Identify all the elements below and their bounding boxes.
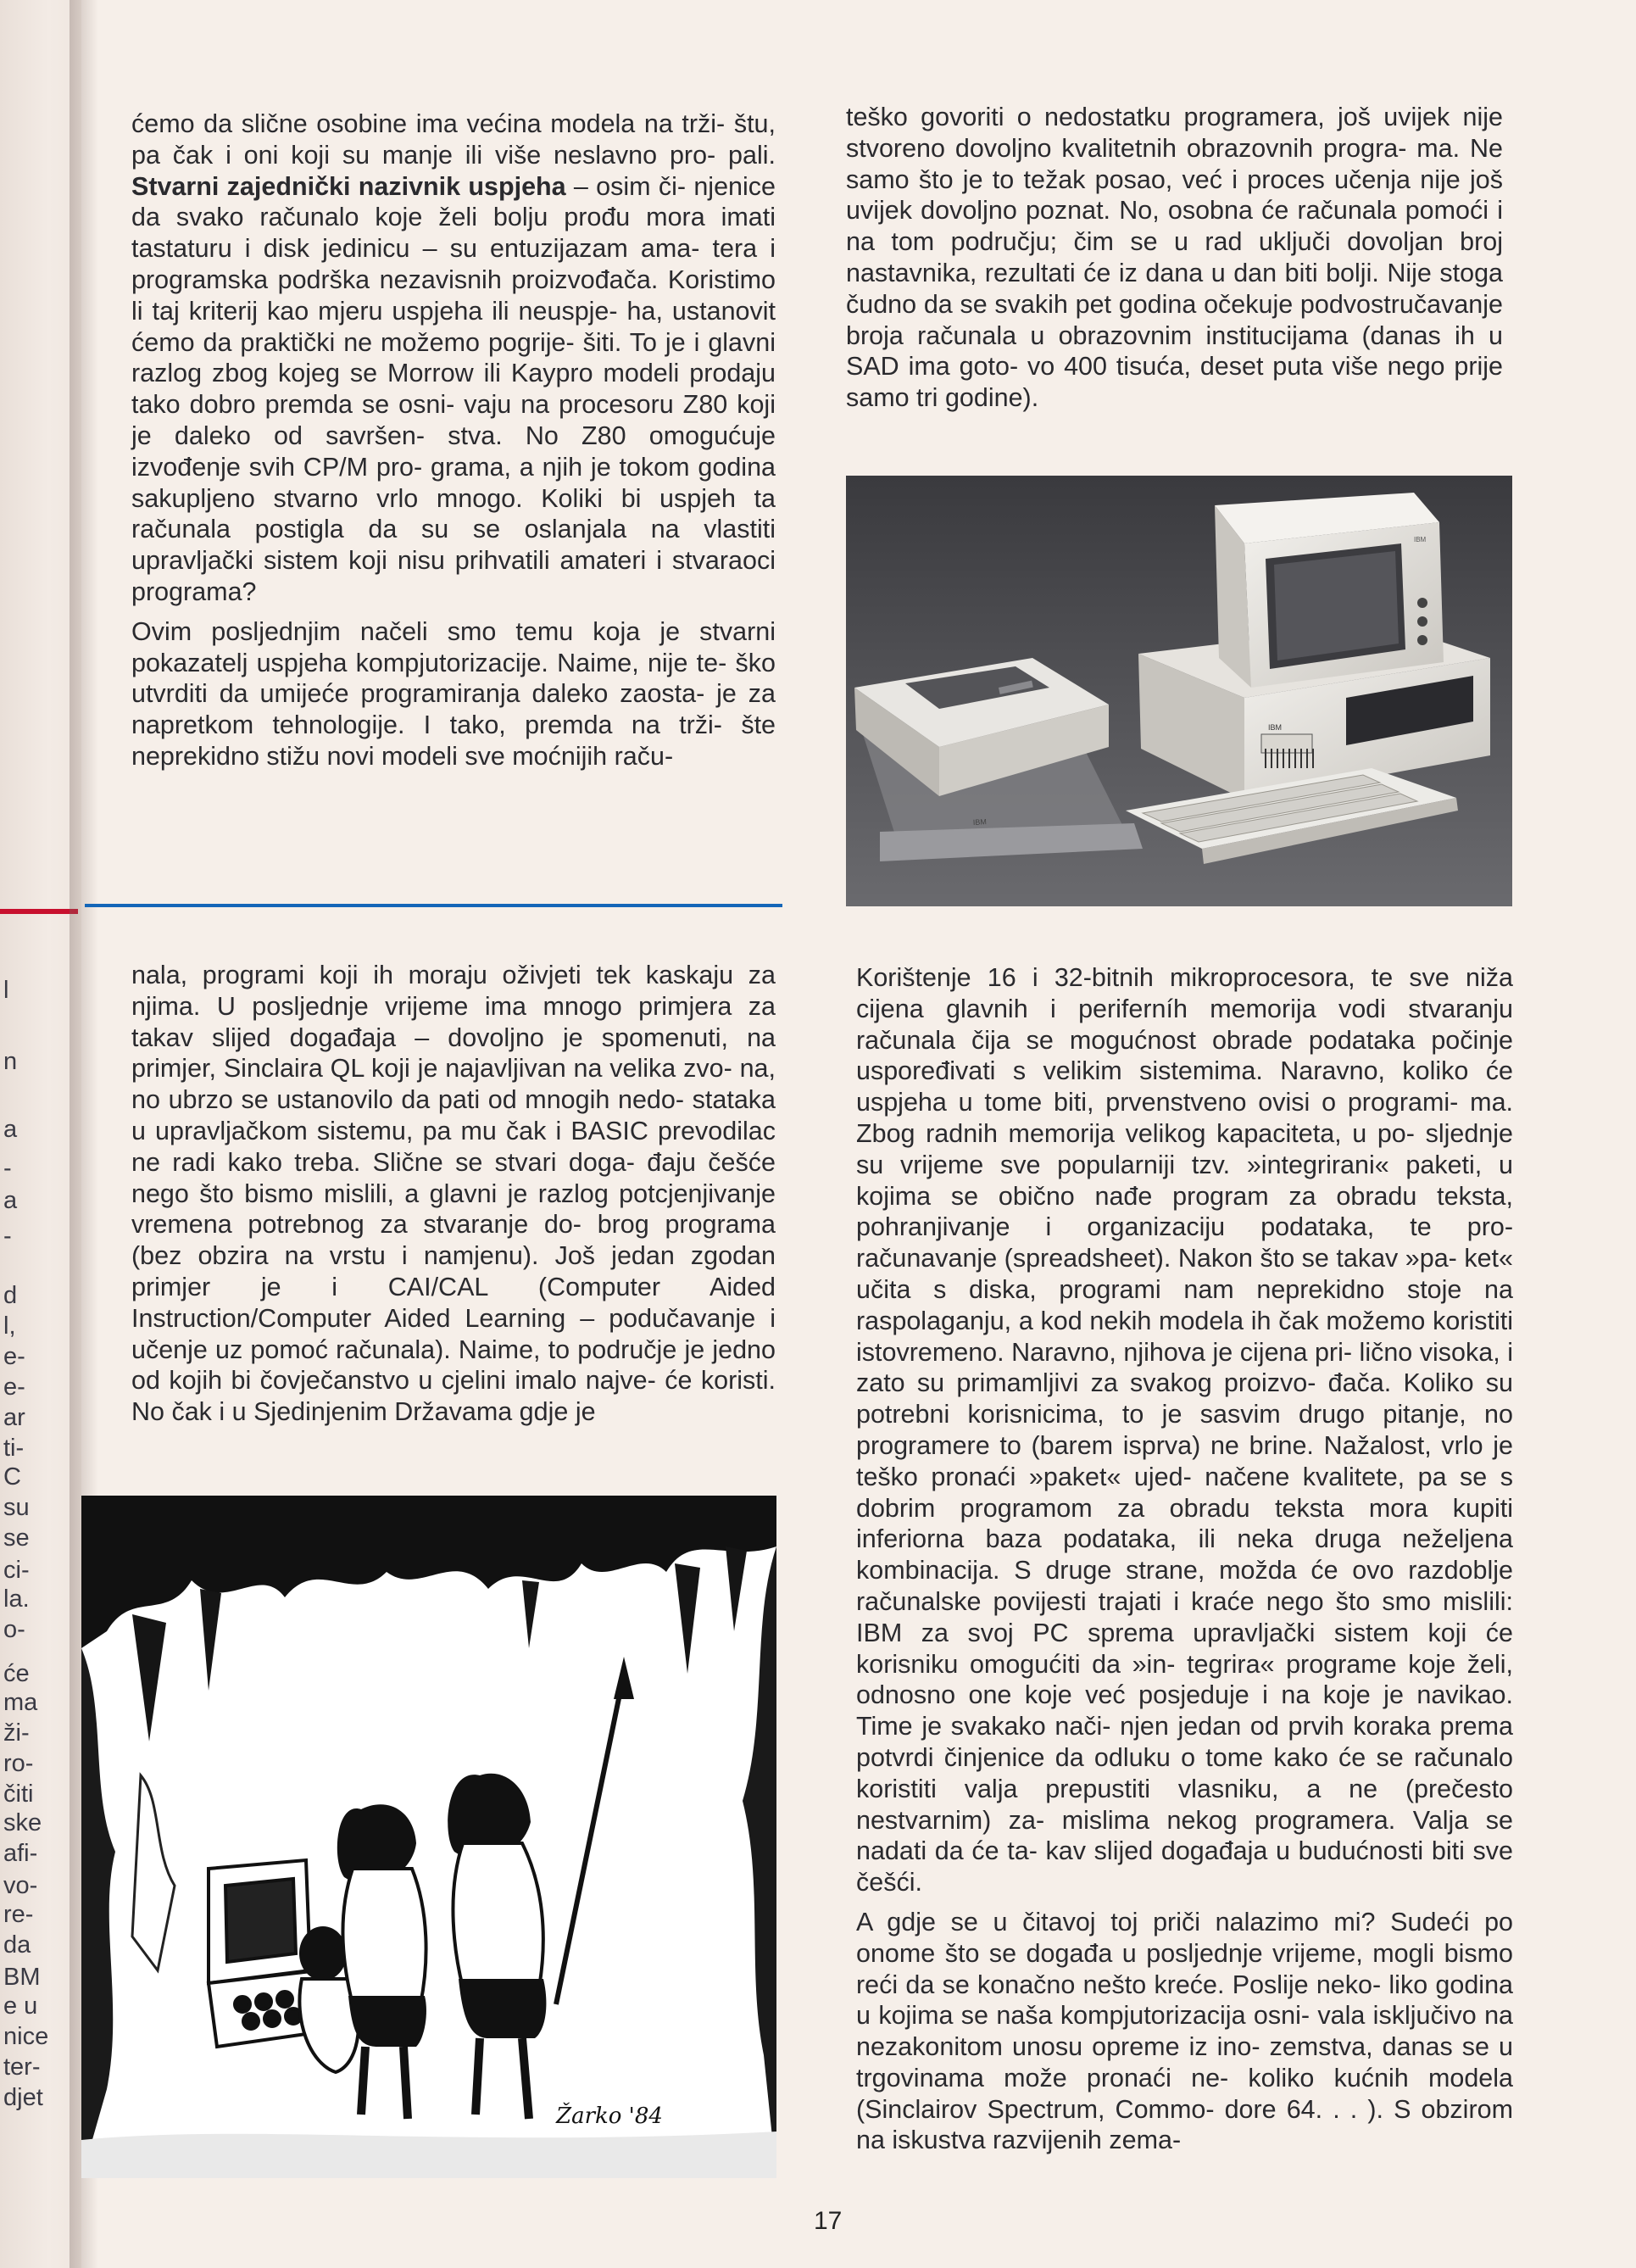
text-line: u dan biti bolji. Nije stoga čudno da se svakih pet <box>846 258 1503 319</box>
margin-fragment: re- <box>3 1901 34 1928</box>
text-line: stataka u upravljačkom sistemu, pa mu čak i BASIC <box>131 1085 776 1145</box>
text-line: vala isključivo na nezakonitom unosu opreme iz ino- <box>856 2001 1513 2062</box>
paragraph-1 <box>846 102 1503 414</box>
margin-fragment: će <box>3 1660 30 1687</box>
text-line: – osim či- <box>565 171 687 201</box>
margin-fragment: ži- <box>3 1719 30 1747</box>
text-line: računavanje (spreadsheet). Nakon što se takav »pa- <box>856 1244 1457 1273</box>
text-line: cijena glavnih i periferníh memorija vodi stvaranju <box>856 994 1513 1023</box>
text-line: su se oslanjala na vlastiti upravljački sistem koji <box>131 515 776 576</box>
text-line: i učenje uz pomoć računala). Naime, to područje je <box>131 1303 776 1364</box>
text-line: tera i programska podrška nezavisnih proizvođača. <box>131 234 776 294</box>
paragraph-2 <box>856 1907 1513 2156</box>
margin-fragment: ci- <box>3 1557 30 1584</box>
text-line: potcjenjivanje vremena potrebnog za stvaranje do- <box>131 1179 776 1240</box>
text-line: ma. Zbog radnih memorija velikog kapaciteta, u po- <box>856 1088 1513 1148</box>
gutter-red-rule <box>0 909 78 914</box>
text-line: prepustiti vlasniku, a ne (prečesto nestvarnim) za- <box>856 1774 1513 1835</box>
text-line: da odluku o tome kako će se računalo koristiti valja <box>856 1742 1513 1803</box>
text-line: nije stvoreno dovoljno kvalitetnih obrazovnih progra- <box>846 103 1503 163</box>
text-line: Ovim posljednjim načeli smo temu koja je stvarni <box>131 616 776 646</box>
margin-fragment: se <box>3 1524 30 1552</box>
text-line: šte neprekidno stižu novi modeli sve moćnijih raču- <box>131 710 776 771</box>
text-line: ket« učita s diska, programi nam neprekidno stoje <box>856 1244 1513 1304</box>
text-line: na, no ubrzo se ustanovilo da pati od mnogih nedo- <box>131 1054 776 1115</box>
text-line: njima. U posljednje vrijeme ima mnogo primjera za <box>131 991 776 1021</box>
text-line: takav slijed događaja – dovoljno je spomenuti, na <box>131 1023 776 1052</box>
text-line: brine. Nažalost, vrlo je teško pronaći »paket« ujed- <box>856 1430 1513 1491</box>
text-line: A gdje se u čitavoj toj priči nalazimo mi? Sudeći po <box>856 1907 1513 1936</box>
text-line: Korištenje 16 i 32-bitnih mikroprocesora, te sve niža <box>856 963 1513 992</box>
text-line: načene kvalitete, pa se s dobrim programom za <box>856 1462 1513 1523</box>
text-line: mislima nekog programera. Valja se nadati da će ta- <box>856 1805 1513 1866</box>
text-line: na raspolaganju, a kod nekih modela ih čak možemo <box>856 1274 1513 1335</box>
text-line: koliko kućnih modela (Sinclairov Spectrum, Commo- <box>856 2063 1514 2124</box>
text-line: đača. Koliko su potrebni korisnicima, to je sasvim <box>856 1368 1513 1429</box>
text-line: brog programa (bez obzira na vrstu i namjenu). Još <box>131 1210 776 1271</box>
article-column-bottom-right <box>856 962 1513 2165</box>
margin-fragment: a <box>3 1187 18 1214</box>
text-line: učenja nije još uvijek dovoljno poznat. No, osobna <box>846 164 1504 226</box>
printer-stand-logo: IBM <box>972 817 988 827</box>
text-line: štu, pa čak i oni koji su manje ili više neslavno pro- <box>131 109 776 170</box>
text-line: je za napretkom tehnologije. I tako, premda na trži- <box>131 679 776 740</box>
margin-fragment: ma <box>3 1689 38 1716</box>
margin-fragment: su <box>3 1494 30 1521</box>
text-line: liko godina u kojima se naša kompjutorizacija osni- <box>856 1970 1513 2031</box>
margin-fragment: nice <box>3 2023 49 2050</box>
margin-fragment: - <box>3 1155 12 1182</box>
text-line: obrazovnim institucijama (danas ih u SAD ima goto- <box>846 320 1503 382</box>
text-line: dore 64. . . ). S obzirom na iskustva razvijenih zema- <box>856 2094 1513 2155</box>
article-column-top-right <box>846 102 1503 422</box>
text-line: zemstva, danas se u trgovinama može pronaći ne- <box>856 2032 1513 2092</box>
text-line: ili neka druga neželjena kombinacija. S druge strane, <box>856 1524 1513 1585</box>
ibm-pc-photo <box>846 476 1512 906</box>
text-line: godina očekuje podvostručavanje broja računala u <box>846 289 1503 350</box>
margin-fragment: BM <box>3 1964 41 1991</box>
text-line: uspoređivati s velikim sistemima. Naravno, koliko će <box>856 1056 1513 1086</box>
text-line: primjer, Sinclaira QL koji je najavljivan na velika zvo- <box>131 1054 732 1084</box>
text-line: sljednje su vrijeme sve popularniji tzv. »integrirani« <box>856 1118 1513 1179</box>
margin-fragment: o- <box>3 1616 25 1643</box>
paragraph-1 <box>131 960 776 1428</box>
paragraph-1 <box>131 109 776 608</box>
text-line: vo 400 tisuća, deset puta više nego prije samo tri <box>846 352 1503 413</box>
margin-fragment: da <box>3 1931 31 1959</box>
paragraph-1 <box>856 962 1513 1898</box>
text-line: pali. <box>728 140 776 170</box>
emphasis-text: Stvarni zajednički nazivnik uspjeha <box>131 171 566 201</box>
margin-fragment: l <box>3 977 9 1004</box>
text-line: njenice da svako računalo koje želi bolju prođu mora <box>131 171 776 232</box>
text-line: teško govoriti o nedostatku programera, još uvijek <box>846 103 1450 131</box>
margin-fragment: la. <box>3 1585 30 1613</box>
text-line: posjeduje i na koje je navikao. Time je svakako nači- <box>856 1680 1513 1741</box>
margin-fragment: l, <box>3 1312 16 1340</box>
margin-fragment: ske <box>3 1809 42 1836</box>
text-line: Koristimo li taj kriterij kao mjeru uspjeha ili neuspje- <box>131 265 776 326</box>
text-line: upravljački sistem koji će korisniku omogućiti da »in- <box>856 1618 1513 1679</box>
text-line: prevodilac ne radi kako treba. Slične se stvari doga- <box>131 1116 776 1177</box>
text-line: će računala pomoći i na tom području; čim se u rad <box>846 196 1503 257</box>
margin-fragment: ar <box>3 1404 25 1431</box>
article-column-bottom-left <box>131 960 776 1436</box>
text-line: tegrira« programe koje želi, odnosno one koje već <box>856 1649 1514 1710</box>
text-line: đaju češće nego što bismo mislili, a glavni je razlog <box>131 1147 776 1208</box>
margin-fragment: djet <box>3 2084 43 2111</box>
margin-fragment: e- <box>3 1343 25 1370</box>
monitor-logo: IBM <box>1414 536 1427 543</box>
text-line: vaju na procesoru Z80 koji je daleko od savršen- <box>131 390 776 450</box>
margin-fragment: vo- <box>3 1872 38 1899</box>
margin-fragment: C <box>3 1463 21 1491</box>
system-unit-logo: IBM <box>1268 723 1283 732</box>
text-line: uspjeha u tome biti, prvenstveno ovisi o programi- <box>856 1088 1459 1117</box>
text-line: nala, programi koji ih moraju oživjeti tek kaskaju za <box>131 961 776 989</box>
cartoon-caveman-left <box>337 1804 426 2119</box>
text-line: jedan zgodan primjer je i CAI/CAL (Computer Aided <box>131 1241 776 1301</box>
text-line: nisu prihvatili amateri i stvaraoci programa? <box>131 546 776 606</box>
text-line: paketi, u kojima se obično nađe program za obradu <box>856 1150 1513 1211</box>
margin-fragment: ro- <box>3 1750 34 1777</box>
cartoon-caveman-right <box>448 1657 634 2119</box>
text-line: uključi dovoljan broj nastavnika, rezultati će iz dana <box>846 227 1503 287</box>
text-line: kraće nego što smo mislili: IBM za svoj PC sprema <box>856 1586 1513 1647</box>
article-column-top-left <box>131 109 776 781</box>
monitor <box>1215 493 1444 688</box>
text-line: jedno od kojih bi čovječanstvo u cjelini imalo najve- <box>131 1335 776 1396</box>
text-line: možda će ovo razdoblje računalske povijesti trajati i <box>856 1556 1513 1616</box>
section-divider <box>85 904 782 907</box>
text-line: obradu teksta mora kupiti inferiorna baza podataka, <box>856 1493 1513 1554</box>
text-line: vrlo mnogo. Koliki bi uspjeh ta računala postigla da <box>131 483 776 544</box>
page-number: 17 <box>814 2207 843 2235</box>
text-line: bismo reći da se konačno nešto kreće. Poslije neko- <box>856 1938 1513 1999</box>
text-line: onome što se događa u posljednje vrijeme, mogli <box>856 1938 1435 1968</box>
margin-fragment: a <box>3 1116 18 1143</box>
margin-fragment: - <box>3 1223 12 1250</box>
text-line: stva. No Z80 omogućuje izvođenje svih CP/M pro- <box>131 421 776 482</box>
text-line: ha, ustanovit ćemo da praktički ne možemo pogrije- <box>131 296 776 357</box>
text-line: lično visoka, i zato su primamljivi za svakog proizvo- <box>856 1337 1513 1398</box>
margin-fragment: e u <box>3 1992 38 2020</box>
text-line: ćemo da slične osobine ima većina modela na trži- <box>131 109 726 138</box>
margin-fragment: n <box>3 1048 18 1075</box>
paragraph-2 <box>131 616 776 772</box>
cartoon-signature: Žarko '84 <box>556 2104 663 2129</box>
margin-fragment: d <box>3 1282 18 1309</box>
text-line: teksta, pohranjivanje i organizaciju podataka, te pro- <box>856 1181 1513 1242</box>
text-line: ma. Ne samo što je to težak posao, već i proces <box>846 133 1503 194</box>
text-line: Instruction/Computer Aided Learning – podučavanje <box>131 1303 756 1333</box>
text-line: grama, a njih je tokom godina sakupljeno stvarno <box>131 452 776 513</box>
margin-fragment: ter- <box>3 2053 41 2081</box>
text-line: koristiti istovremeno. Naravno, njihova je cijena pri- <box>856 1306 1513 1367</box>
margin-fragment: e- <box>3 1374 25 1401</box>
caveman-computer-cartoon <box>81 1496 776 2178</box>
text-line: godine). <box>944 383 1039 413</box>
text-line: kav slijed događaja u budućnosti biti sve češći. <box>856 1836 1514 1897</box>
text-line: drugo pitanje, no programere to (barem isprva) ne <box>856 1400 1513 1460</box>
margin-fragment: afi- <box>3 1840 38 1867</box>
text-line: računala čija se mogućnost obrade podataka počinje <box>856 1025 1513 1055</box>
text-line: šiti. To je i glavni razlog zbog kojeg se Morrow ili <box>131 327 776 388</box>
margin-fragment: čiti <box>3 1780 34 1808</box>
text-line: Kaypro modeli prodaju tako dobro premda se osni- <box>131 359 776 420</box>
margin-fragment: ti- <box>3 1435 25 1462</box>
text-line: pokazatelj uspjeha kompjutorizacije. Naime, nije te- <box>131 648 727 677</box>
text-line: njen jedan od prvih koraka prema potvrdi činjenice <box>856 1712 1513 1772</box>
text-line: ško utvrditi da umijeće programiranja daleko zaosta- <box>131 648 776 709</box>
text-line: imati tastaturu i disk jedinicu – su entuzijazam ama- <box>131 203 776 264</box>
text-line: će koristi. No čak i u Sjedinjenim Državama gdje je <box>131 1366 776 1427</box>
